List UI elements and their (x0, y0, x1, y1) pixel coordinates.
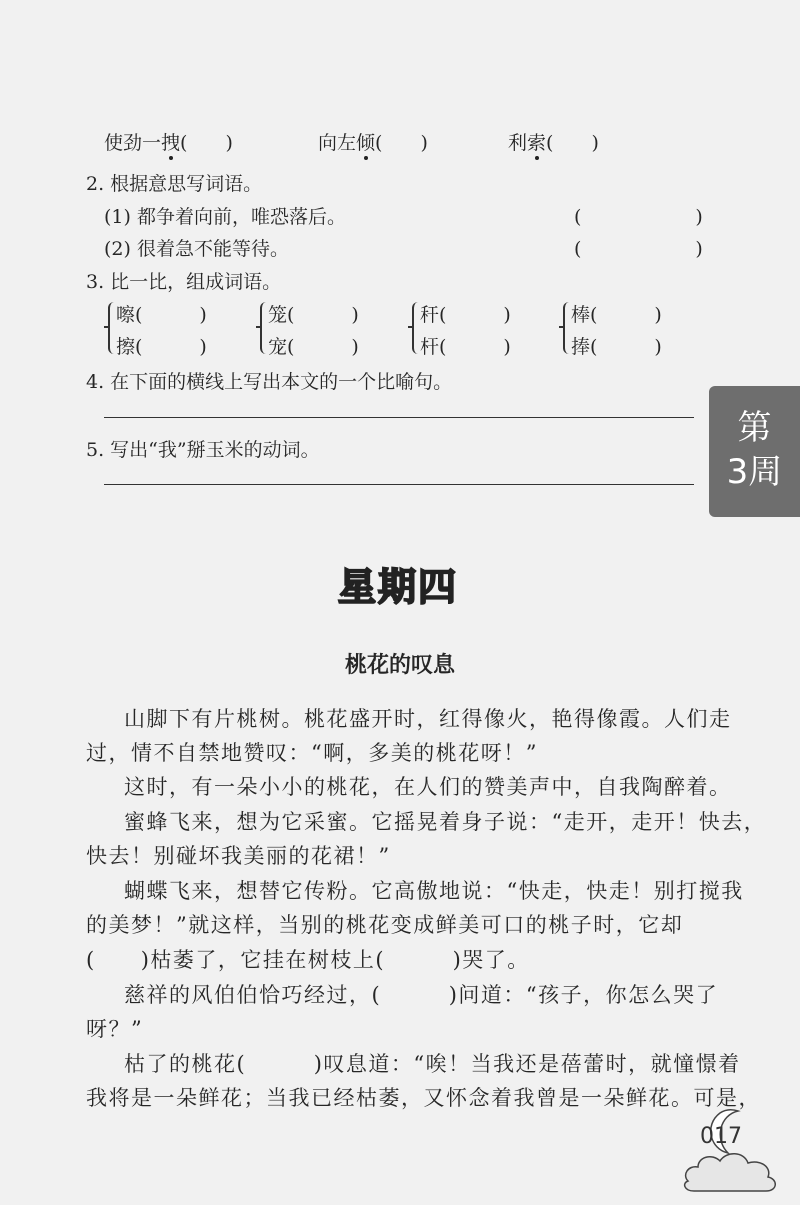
q1-item-3-pre: 利 (508, 132, 528, 154)
story-line-8: ( )枯萎了，它挂在树枝上( )哭了。 (86, 948, 530, 972)
page-number: 017 (700, 1124, 742, 1149)
q1-item-1-blank: ( ) (180, 132, 233, 154)
q1-item-3 (508, 128, 599, 155)
story-line-2: 过，情不自禁地赞叹：“啊，多美的桃花呀！” (86, 741, 538, 765)
q1-item-2-pre: 向左 (318, 132, 357, 154)
q1-item-2 (318, 128, 428, 155)
q5-title: 5. 写出“我”掰玉米的动词。 (86, 439, 320, 461)
q4-title: 4. 在下面的横线上写出本文的一个比喻句。 (86, 371, 453, 393)
q3-pair-4-top: 棒( ) (571, 304, 662, 326)
q1-item-1-dotted-char: 拽 (161, 132, 181, 154)
story-line-4: 蜜蜂飞来，想为它采蜜。它摇晃着身子说：“走开，走开！快去， (124, 810, 767, 834)
q3-pair-3-bottom: 杆( ) (420, 336, 511, 358)
q3-pair-1-top: 嚓( ) (116, 304, 207, 326)
q1-item-1 (104, 128, 233, 155)
q1-item-2-blank: ( ) (375, 132, 428, 154)
day-title: 星期四 (337, 565, 458, 609)
q1-item-3-blank: ( ) (546, 132, 599, 154)
q2-item-2: (2) 很着急不能等待。 (104, 238, 289, 260)
story-line-3: 这时，有一朵小小的桃花，在人们的赞美声中，自我陶醉着。 (124, 775, 732, 799)
story-title: 桃花的叹息 (344, 653, 455, 678)
q3-title: 3. 比一比，组成词语。 (86, 271, 282, 293)
story-line-9: 慈祥的风伯伯恰巧经过，( )问道：“孩子，你怎么哭了 (124, 983, 719, 1007)
week-side-tab-line2: 3周 (726, 452, 783, 492)
q3-pair-2-top: 笼( ) (268, 304, 359, 326)
q3-pair-2-bottom: 宠( ) (268, 336, 359, 358)
q1-item-2-dotted-char: 倾 (356, 132, 376, 154)
q2-item-1: (1) 都争着向前，唯恐落后。 (104, 206, 346, 228)
q1-item-1-pre: 使劲一 (104, 132, 162, 154)
story-line-6: 蝴蝶飞来，想替它传粉。它高傲地说：“快走，快走！别打搅我 (124, 879, 744, 903)
q2-item-1-blank: ( ) (574, 206, 703, 228)
q4-answer-line[interactable] (104, 417, 694, 418)
week-side-tab-line1: 第 (737, 408, 772, 448)
story-line-12: 我将是一朵鲜花；当我已经枯萎，又怀念着我曾是一朵鲜花。可是， (86, 1086, 761, 1110)
story-line-7: 的美梦！”就这样，当别的桃花变成鲜美可口的桃子时，它却 (86, 913, 684, 937)
q5-answer-line[interactable] (104, 484, 694, 485)
story-line-11: 枯了的桃花( )叹息道：“唉！当我还是蓓蕾时，就憧憬着 (124, 1052, 741, 1076)
story-line-5: 快去！别碰坏我美丽的花裙！” (86, 844, 391, 868)
story-line-1: 山脚下有片桃树。桃花盛开时，红得像火，艳得像霞。人们走 (124, 707, 732, 731)
week-side-tab (709, 386, 800, 517)
q1-item-3-dotted-char: 索 (527, 132, 547, 154)
q3-pair-4-bottom: 捧( ) (571, 336, 662, 358)
q3-pair-1-bottom: 擦( ) (116, 336, 207, 358)
story-line-10: 呀？” (86, 1017, 144, 1041)
q3-pair-3-top: 秆( ) (420, 304, 511, 326)
moon-cloud-icon (680, 1105, 790, 1195)
q2-item-2-blank: ( ) (574, 238, 703, 260)
q2-title: 2. 根据意思写词语。 (86, 173, 263, 195)
